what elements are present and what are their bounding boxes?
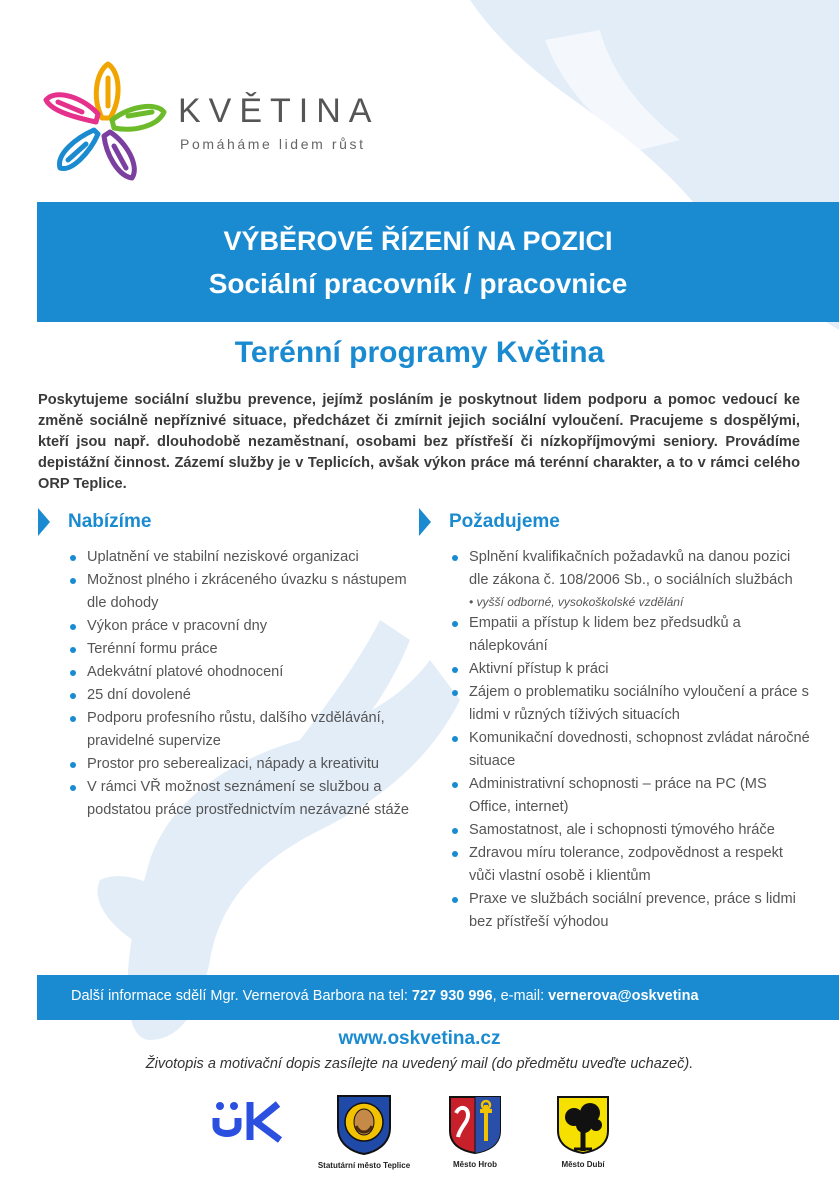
dubi-sponsor	[548, 1093, 618, 1169]
offer-list	[67, 546, 412, 822]
dubi-coat-of-arms-icon	[554, 1093, 612, 1155]
title-banner	[37, 202, 839, 322]
banner-title: VÝBĚROVÉ ŘÍZENÍ NA POZICI	[223, 226, 613, 256]
list-item: Administrativní schopnosti – práce na PC (MS Office, internet)	[449, 773, 811, 819]
contact-bar	[37, 975, 839, 1020]
hrob-sponsor	[436, 1093, 514, 1169]
require-heading-label: Požadujeme	[449, 511, 560, 532]
contact-email[interactable]: vernerova@oskvetina	[548, 988, 699, 1004]
list-item: Zájem o problematiku sociálního vyloučení a práce s lidmi v různých tíživých situacích	[449, 681, 811, 727]
list-item: V rámci VŘ možnost seznámení se službou a podstatou práce prostřednictvím nezávazné stáže	[67, 776, 412, 822]
uk-logo	[212, 1100, 286, 1149]
sponsor-caption-hrob: Město Hrob	[453, 1160, 497, 1169]
list-item: Komunikační dovednosti, schopnost zvládat náročné situace	[449, 727, 811, 773]
contact-phone[interactable]: 727 930 996	[411, 988, 493, 1004]
chevron-right-icon	[38, 508, 50, 536]
list-item: Výkon práce v pracovní dny	[67, 615, 412, 638]
list-item: Terénní formu práce	[67, 638, 412, 661]
list-item: Aktivní přístup k práci	[449, 658, 811, 681]
list-item: Praxe ve službách sociální prevence, práce s lidmi bez přístřeší výhodou	[449, 888, 811, 934]
intro-paragraph: Poskytujeme sociální službu prevence, jejímž posláním je poskytnout lidem podporu a pomoc vedoucí ke změně sociálně nepříznivé situace, předcházet či zmírnit jejich sociální vyloučení. Pracujeme s dospělými, kteří jsou např. dlouhodobě nezaměstnaní, osobami bez přístřeší či nízkopříjmovými seniory. Provádíme depistážní činnost. Zázemí služby je v Teplicích, avšak výkon práce má terénní charakter, a to v rámci celého ORP Teplice.	[38, 392, 800, 492]
banner-position: Sociální pracovník / pracovnice	[208, 268, 628, 299]
contact-prefix: Další informace sdělí Mgr. Vernerová Barbora na tel:	[71, 988, 412, 1004]
brand-tagline: Pomáháme lidem růst	[180, 136, 366, 152]
contact-email-label: , e-mail:	[492, 988, 549, 1004]
list-item: Uplatnění ve stabilní neziskové organizaci	[67, 546, 412, 569]
teplice-sponsor	[312, 1092, 416, 1170]
require-list	[449, 546, 811, 934]
cv-instructions: Životopis a motivační dopis zasílejte na uvedený mail (do předmětu uveďte uchazeč).	[145, 1056, 694, 1072]
sponsor-caption-dubi: Město Dubí	[561, 1160, 605, 1169]
list-item: Možnost plného i zkráceného úvazku s nástupem dle dohody	[67, 569, 412, 615]
teplice-coat-of-arms-icon	[334, 1092, 394, 1156]
hrob-coat-of-arms-icon	[446, 1093, 504, 1155]
list-item: Empatii a přístup k lidem bez předsudků a nálepkování	[449, 612, 811, 658]
list-item: • vyšší odborné, vysokoškolské vzdělání	[469, 595, 684, 609]
website-link[interactable]: www.oskvetina.cz	[338, 1028, 501, 1049]
list-item: Splnění kvalifikačních požadavků na danou pozici dle zákona č. 108/2006 Sb., o sociálních službách	[449, 546, 811, 592]
list-item: Zdravou míru tolerance, zodpovědnost a respekt vůči vlastní osobě i klientům	[449, 842, 811, 888]
sponsor-caption-teplice: Statutární město Teplice	[317, 1161, 411, 1170]
flower-of-hands-logo	[40, 58, 170, 186]
list-item: Adekvátní platové ohodnocení	[67, 661, 412, 684]
brand-name: KVĚTINA	[178, 92, 380, 130]
offer-heading-label: Nabízíme	[68, 511, 152, 532]
list-item: Podporu profesního růstu, dalšího vzdělávání, pravidelné supervize	[67, 707, 412, 753]
program-subtitle: Terénní programy Květina	[234, 336, 605, 369]
list-item: Prostor pro seberealizaci, nápady a kreativitu	[67, 753, 412, 776]
list-item: 25 dní dovolené	[67, 684, 412, 707]
list-item: Samostatnost, ale i schopnosti týmového hráče	[449, 819, 811, 842]
chevron-right-icon	[419, 508, 431, 536]
uk-logo-icon	[212, 1100, 286, 1144]
